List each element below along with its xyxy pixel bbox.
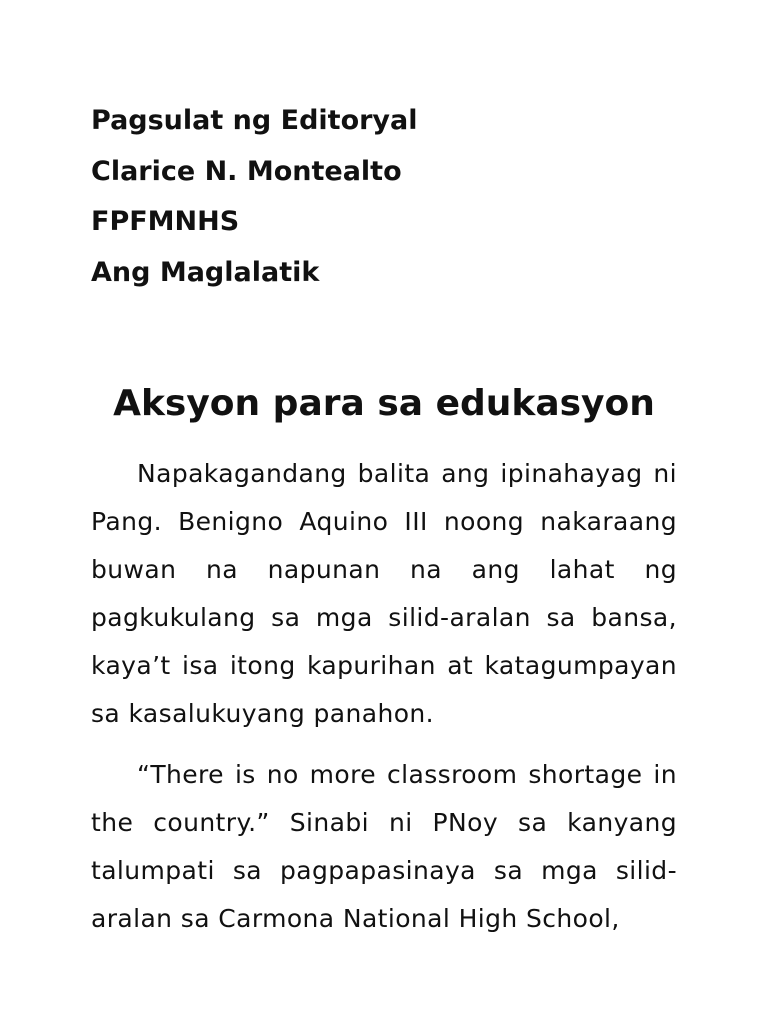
publication-line: Ang Maglalatik [91,256,320,288]
author-name-line: Clarice N. Montealto [91,155,402,187]
school-line: FPFMNHS [91,206,240,237]
article-paragraph-2: “There is no more classroom shortage in the country.” Sinabi ni PNoy sa kanyang talumpati sa pagpapasinaya sa mga silid-aralan sa Carmona National High School, [91,760,677,933]
header-block [91,96,691,298]
article-title: Aksyon para sa edukasyon [113,383,655,424]
article-paragraph-1: Napakagandang balita ang ipinahayag ni Pang. Benigno Aquino III noong nakaraang buwan na napunan na ang lahat ng pagkukulang sa mga silid-aralan sa bansa, kaya’t isa itong kapurihan at katagumpayan sa kasalukuyang panahon. [91,459,677,728]
article-body [91,450,677,956]
document-type-line: Pagsulat ng Editoryal [91,105,418,136]
